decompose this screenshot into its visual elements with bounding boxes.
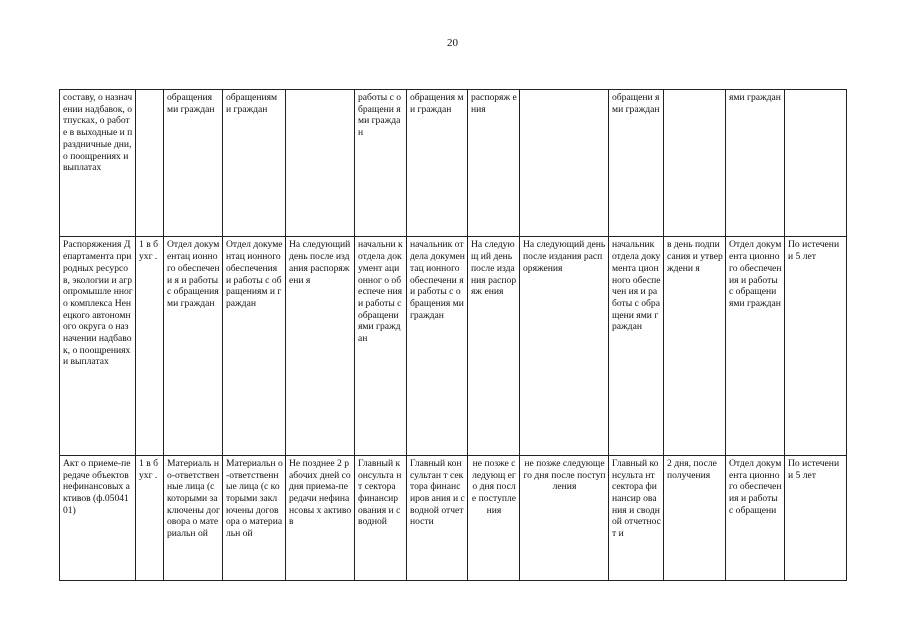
cell-deadline-submit: Не позднее 2 рабочих дней со дня приема-передачи нефинансовы х активов (286, 455, 355, 580)
cell-document-name: Акт о приеме-передаче объектов нефинансовых активов (ф.0504101) (60, 455, 136, 580)
page-number: 20 (447, 37, 458, 49)
cell-document-name: Распоряжения Департамента природных ресурсов, экологии и агропромышле нного комплекса Ненецкого автономного округа о назначении надбавок, о поощрениях и выплатах (60, 237, 136, 456)
cell-archive-term: По истечени и 5 лет (785, 455, 847, 580)
cell-responsible-executor: Материальн о-ответственн ые лица (с которыми заключены договора о материальн ой (223, 455, 286, 580)
cell-copies (136, 90, 164, 237)
cell-archive-term (785, 90, 847, 237)
cell-responsible-author: Отдел документац ионного обеспечени я и работы с обращения ми граждан (164, 237, 223, 456)
cell-deadline-submit: На следующий день после издания распоряжени я (286, 237, 355, 456)
cell-processor: Главный консульта нт сектора финансир ования и сводной отчетност и (609, 455, 664, 580)
cell-deadline-receive: не позже следующего дня после поступления (520, 455, 609, 580)
cell-processor: обращени ями граждан (609, 90, 664, 237)
cell-copies: 1 в бухг . (136, 455, 164, 580)
cell-checker: Главный консульта нт сектора финансир ования и сводной (355, 455, 407, 580)
cell-signer: обращения ми граждан (407, 90, 468, 237)
cell-checker: начальни к отдела документ ационног о обеспече ния и работы с обращени ями граждан (355, 237, 407, 456)
cell-archive: Отдел документа ционного обеспечен ия и работы с обращени ями граждан (726, 237, 785, 456)
cell-responsible-executor: обращениям и граждан (223, 90, 286, 237)
cell-checker: работы с обращени ями граждан (355, 90, 407, 237)
cell-archive: ями граждан (726, 90, 785, 237)
cell-deadline-receive (520, 90, 609, 237)
cell-copies: 1 в бухг . (136, 237, 164, 456)
cell-processing-term: 2 дня, после получения (664, 455, 726, 580)
cell-deadline-transfer: не позже следующ его дня после поступле ния (468, 455, 520, 580)
cell-document-name: составу, о назначении надбавок, отпусках, о работе в выходные и праздничные дни, о поощрениях и выплатах (60, 90, 136, 237)
cell-signer: Главный консультан т сектора финансиров ания и сводной отчетности (407, 455, 468, 580)
cell-deadline-receive: На следующий день после издания распоряжения (520, 237, 609, 456)
cell-archive: Отдел документа ционного обеспечен ия и работы с обращени (726, 455, 785, 580)
cell-deadline-transfer: распоряж ения (468, 90, 520, 237)
cell-processing-term (664, 90, 726, 237)
cell-deadline-transfer: На следующ ий день после издания распоряж ения (468, 237, 520, 456)
cell-responsible-author: Материаль но-ответствен ные лица (с которыми заключены договора о материальн ой (164, 455, 223, 580)
cell-responsible-executor: Отдел документац ионного обеспечения и работы с обращениям и граждан (223, 237, 286, 456)
table-row (60, 237, 847, 456)
cell-deadline-submit (286, 90, 355, 237)
cell-archive-term: По истечени и 5 лет (785, 237, 847, 456)
cell-processor: начальник отдела документа ционного обеспечен ия и работы с обращени ями граждан (609, 237, 664, 456)
table-row (60, 90, 847, 237)
table-row (60, 455, 847, 580)
cell-processing-term: в день подписания и утверждени я (664, 237, 726, 456)
cell-responsible-author: обращения ми граждан (164, 90, 223, 237)
document-table (59, 89, 847, 581)
cell-signer: начальник отдела документац ионного обеспечени я и работы с обращения ми граждан (407, 237, 468, 456)
